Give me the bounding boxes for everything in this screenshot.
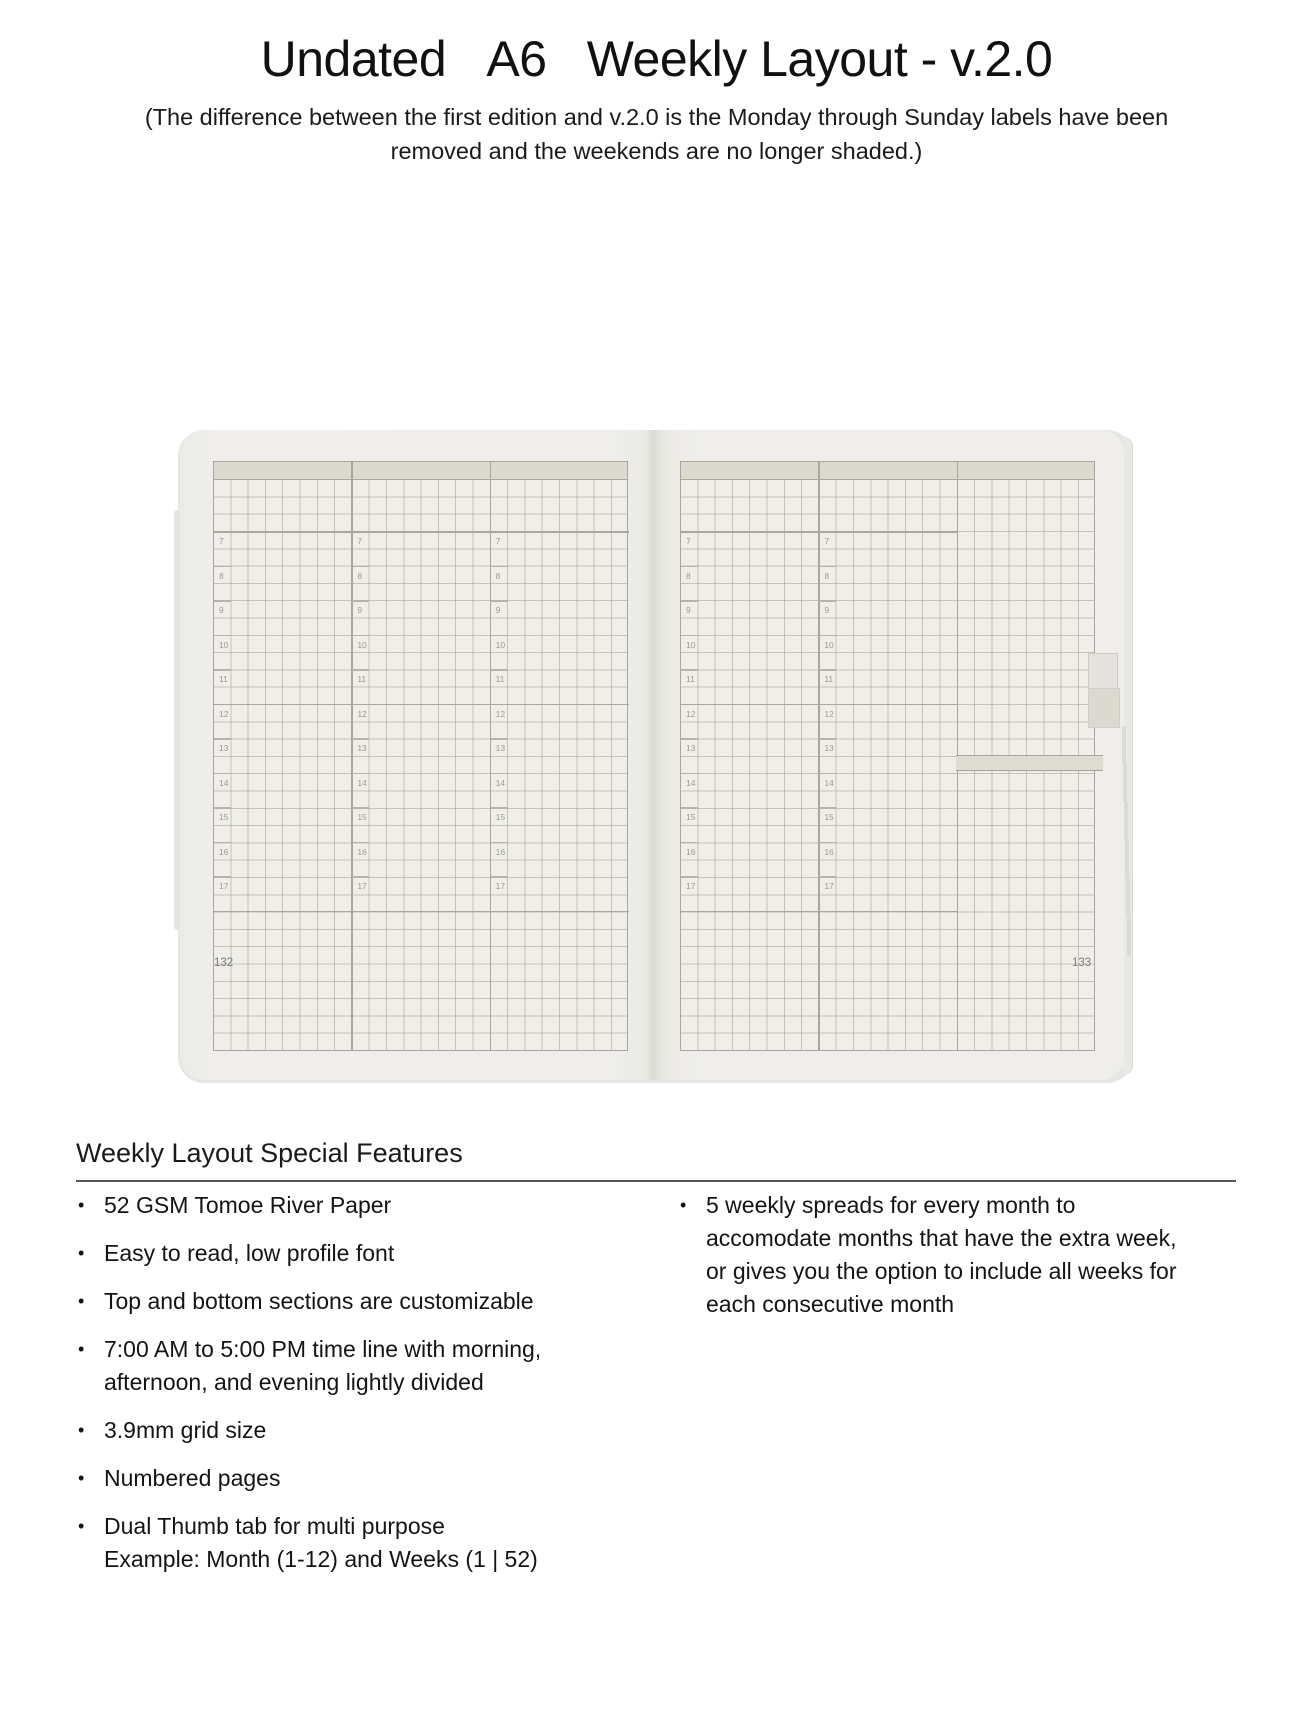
hour-label: 7	[357, 536, 363, 546]
page-number-left: 132	[214, 957, 234, 969]
edge-tab	[1126, 878, 1130, 916]
hour-divider	[819, 635, 836, 637]
hour-divider	[352, 566, 369, 568]
hour-divider	[214, 842, 231, 844]
top-section-divider	[681, 531, 819, 533]
hour-divider	[352, 635, 369, 637]
hour-divider	[819, 807, 836, 809]
hour-label: 12	[357, 708, 367, 719]
hour-label: 14	[495, 777, 506, 788]
hour-divider	[491, 704, 629, 706]
hour-divider	[491, 669, 508, 671]
hour-divider	[819, 566, 836, 568]
title-part-size: A6	[486, 31, 547, 87]
hour-label: 7	[686, 536, 691, 546]
hour-divider	[681, 566, 698, 568]
thumb-tab-lower	[1088, 688, 1120, 728]
bottom-section-divider	[214, 911, 352, 913]
hour-divider	[352, 773, 369, 775]
hour-label: 9	[219, 605, 224, 615]
bottom-section-divider	[352, 911, 490, 913]
bottom-section-divider	[681, 911, 819, 913]
hour-divider	[214, 773, 231, 775]
edge-tab	[1127, 916, 1131, 956]
hour-label: 13	[357, 743, 367, 753]
subtitle: (The difference between the first edition and v.2.0 is the Monday through Sunday labels have been removed and the weekends are no longer shaded.)	[144, 104, 1169, 164]
hour-divider	[214, 566, 231, 568]
edge-tab	[1124, 802, 1128, 840]
edge-tab	[1123, 764, 1127, 802]
features-list-left	[76, 1189, 636, 1591]
hour-divider	[681, 738, 698, 740]
hour-label: 8	[357, 570, 363, 581]
hour-label: 12	[824, 708, 834, 719]
bottom-section-divider	[491, 911, 629, 913]
hour-label: 9	[495, 605, 501, 615]
hour-label: 13	[495, 743, 506, 753]
hour-label: 17	[357, 881, 367, 891]
header-band	[214, 462, 627, 480]
header-band	[681, 462, 1094, 480]
hour-divider	[819, 842, 836, 844]
hour-label: 8	[495, 570, 501, 581]
hour-label: 8	[219, 570, 224, 581]
hour-label: 15	[686, 812, 696, 822]
hour-label: 9	[824, 605, 830, 615]
hour-divider	[819, 738, 836, 740]
hour-divider	[214, 600, 231, 602]
hour-divider	[681, 635, 698, 637]
hour-divider	[819, 876, 836, 878]
feature-item: • Numbered pages	[76, 1462, 636, 1495]
hour-divider	[352, 704, 490, 706]
hour-divider	[491, 842, 508, 844]
hour-label: 16	[824, 846, 834, 857]
hour-divider	[214, 704, 352, 706]
top-section-divider	[352, 531, 490, 533]
hour-label: 7	[219, 536, 224, 546]
hour-label: 16	[686, 846, 696, 857]
hour-divider	[819, 773, 836, 775]
feature-item: • 3.9mm grid size	[76, 1414, 636, 1447]
hour-label: 16	[219, 846, 229, 857]
column-divider	[490, 462, 492, 1050]
hour-divider	[214, 876, 231, 878]
feature-item: • 52 GSM Tomoe River Paper	[76, 1189, 636, 1222]
hour-label: 11	[357, 674, 367, 684]
hour-label: 17	[219, 881, 229, 891]
title-part-layout: Weekly Layout - v.2.0	[586, 31, 1053, 87]
hour-divider	[352, 669, 369, 671]
feature-item: • 7:00 AM to 5:00 PM time line with morning, afternoon, and evening lightly divided	[76, 1333, 636, 1399]
hour-label: 16	[495, 846, 506, 857]
hour-divider	[491, 773, 508, 775]
features-list-right	[678, 1189, 1258, 1336]
page-title	[0, 30, 1313, 88]
hour-divider	[819, 669, 836, 671]
hour-divider	[352, 807, 369, 809]
hour-divider	[681, 807, 698, 809]
left-page-grid	[213, 461, 628, 1051]
hour-label: 15	[219, 812, 229, 822]
hour-divider	[214, 738, 231, 740]
column-divider	[351, 462, 353, 1050]
hour-divider	[681, 876, 698, 878]
hour-label: 10	[495, 639, 506, 650]
hour-divider	[681, 600, 698, 602]
hour-label: 17	[686, 881, 696, 891]
hour-label: 7	[824, 536, 830, 546]
hour-divider	[352, 738, 369, 740]
hour-divider	[681, 842, 698, 844]
notebook-spread-image	[178, 430, 1133, 1083]
hour-label: 8	[824, 570, 830, 581]
top-section-divider	[819, 531, 957, 533]
hour-label: 14	[357, 777, 367, 788]
thumb-tab-bar	[956, 755, 1103, 771]
feature-item: • Top and bottom sections are customizable	[76, 1285, 636, 1318]
column-divider	[818, 462, 820, 1050]
edge-tab	[1122, 726, 1126, 764]
hour-divider	[819, 704, 957, 706]
hour-label: 14	[824, 777, 834, 788]
hour-label: 10	[219, 639, 229, 650]
hour-label: 15	[824, 812, 834, 822]
hour-divider	[491, 635, 508, 637]
hour-divider	[491, 807, 508, 809]
page-number-right: 133	[1072, 957, 1092, 969]
hour-label: 14	[219, 777, 229, 788]
hour-label: 7	[495, 536, 501, 546]
hour-label: 9	[357, 605, 363, 615]
hour-label: 11	[686, 674, 695, 684]
hour-label: 15	[495, 812, 506, 822]
hour-label: 12	[686, 708, 696, 719]
spine-gutter	[646, 430, 662, 1080]
hour-label: 17	[495, 881, 506, 891]
top-section-divider	[214, 531, 352, 533]
hour-label: 14	[686, 777, 696, 788]
bottom-section-divider	[819, 911, 957, 913]
hour-label: 8	[686, 570, 691, 581]
hour-divider	[352, 842, 369, 844]
hour-label: 17	[824, 881, 834, 891]
hour-divider	[681, 669, 698, 671]
hour-label: 12	[219, 708, 229, 719]
feature-item: • Easy to read, low profile font	[76, 1237, 636, 1270]
hour-label: 11	[219, 674, 228, 684]
hour-divider	[681, 773, 698, 775]
hour-label: 13	[824, 743, 834, 753]
hour-label: 16	[357, 846, 367, 857]
features-divider	[76, 1180, 1236, 1182]
hour-divider	[352, 600, 369, 602]
hour-label: 12	[495, 708, 506, 719]
features-heading: Weekly Layout Special Features	[76, 1138, 463, 1168]
hour-divider	[819, 600, 836, 602]
feature-item: • Dual Thumb tab for multi purpose Example: Month (1-12) and Weeks (1 | 52)	[76, 1510, 636, 1576]
hour-label: 15	[357, 812, 367, 822]
hour-label: 13	[219, 743, 229, 753]
hour-divider	[352, 876, 369, 878]
hour-divider	[491, 738, 508, 740]
hour-label: 10	[357, 639, 367, 650]
title-part-undated: Undated	[260, 31, 447, 87]
hour-divider	[214, 807, 231, 809]
thumb-tab-upper	[1088, 653, 1118, 693]
hour-label: 11	[495, 674, 505, 684]
left-edge	[174, 510, 180, 930]
top-section-divider	[491, 531, 629, 533]
edge-tab	[1125, 840, 1129, 878]
hour-divider	[681, 704, 819, 706]
hour-label: 9	[686, 605, 691, 615]
hour-divider	[491, 876, 508, 878]
hour-label: 11	[824, 674, 834, 684]
hour-label: 10	[686, 639, 696, 650]
hour-divider	[214, 635, 231, 637]
hour-divider	[491, 600, 508, 602]
hour-label: 13	[686, 743, 696, 753]
hour-divider	[214, 669, 231, 671]
hour-label: 10	[824, 639, 834, 650]
feature-item: • 5 weekly spreads for every month to accomodate months that have the extra week, or gives you the option to include all weeks for each consecutive month	[678, 1189, 1258, 1321]
hour-divider	[491, 566, 508, 568]
